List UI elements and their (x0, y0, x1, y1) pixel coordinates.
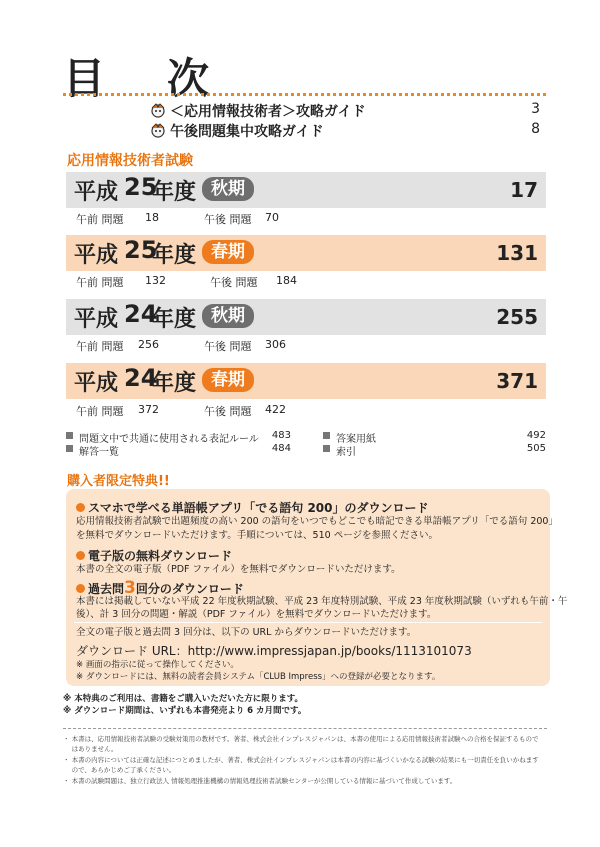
title-divider (63, 93, 546, 96)
exam-page: 17 (510, 178, 538, 202)
bonus-note: ※ ダウンロードには、無料の読者会員システム「CLUB Impress」への登録が必要となります。 (76, 672, 441, 682)
pm-page: 422 (265, 403, 286, 416)
am-page: 18 (145, 211, 159, 224)
bonus-item-title: スマホで学べる単語帳アプリ「でる語句 200」のダウンロード (76, 499, 429, 516)
misc-page: 492 (526, 430, 546, 441)
bonus-item-text: 後）、計 3 回分の問題・解説（PDF ファイル）を無料でダウンロードいただけます。 (76, 609, 437, 620)
exam-page: 255 (496, 305, 538, 329)
footer-rule (63, 728, 547, 729)
season-badge: 秋期 (202, 177, 254, 201)
download-url-link[interactable]: http://www.impressjapan.jp/books/1113101073 (187, 644, 472, 658)
am-page: 372 (138, 403, 159, 416)
exam-bar[interactable] (66, 299, 546, 335)
exam-bar[interactable] (66, 235, 546, 271)
mascot-icon (150, 102, 166, 118)
misc-label: 問題文中で共通に使用される表記ルール (79, 434, 259, 445)
bonus-box (66, 489, 568, 686)
misc-item[interactable] (66, 443, 291, 457)
exam-year: 24 (124, 364, 158, 392)
orange-dot-icon (76, 551, 85, 560)
exam-year: 24 (124, 300, 158, 328)
bonus-item-text: 応用情報技術者試験で出題頻度の高い 200 の語句をいつでもどこでも暗記できる単語帳アプリ「でる語句 200」 (76, 516, 558, 527)
pm-label[interactable]: 午後 問題 (204, 405, 252, 418)
pm-page: 306 (265, 338, 286, 351)
am-label[interactable]: 午前 問題 (76, 405, 124, 418)
orange-dot-icon (76, 503, 85, 512)
misc-label: 答案用紙 (336, 434, 376, 445)
square-bullet-icon (323, 445, 330, 452)
exam-page: 131 (496, 241, 538, 265)
exam-degree: 年度 (152, 371, 197, 396)
season-badge: 秋期 (202, 304, 254, 328)
bonus-item-text: を無料でダウンロードいただけます。手順については、510 ページを参照ください。 (76, 530, 439, 541)
bonus-item-title: 電子版の無料ダウンロード (76, 547, 232, 564)
pm-label[interactable]: 午後 問題 (204, 340, 252, 353)
exam-era: 平成 (74, 371, 119, 396)
am-label[interactable]: 午前 問題 (76, 213, 124, 226)
square-bullet-icon (66, 432, 73, 439)
exam-year: 25 (124, 173, 158, 201)
am-page: 132 (145, 274, 166, 287)
season-badge: 春期 (202, 368, 254, 392)
misc-page: 505 (526, 443, 546, 454)
exam-era: 平成 (74, 307, 119, 332)
bonus-item-title: 過去問3回分のダウンロード (76, 578, 244, 598)
intro-item[interactable] (150, 121, 540, 141)
misc-item[interactable] (66, 430, 291, 444)
pm-label[interactable]: 午後 問題 (204, 213, 252, 226)
exam-degree: 年度 (152, 307, 197, 332)
footnote: ※ 本特典のご利用は、書籍をご購入いただいた方に限ります。 (63, 694, 304, 704)
intro-page: 8 (531, 121, 540, 137)
exam-era: 平成 (74, 243, 119, 268)
intro-page: 3 (531, 101, 540, 117)
download-url[interactable]: ダウンロード URL：http://www.impressjapan.jp/books/1113101073 (76, 644, 472, 658)
am-page: 256 (138, 338, 159, 351)
season-badge: 春期 (202, 240, 254, 264)
url-intro: 全文の電子版と過去問 3 回分は、以下の URL からダウンロードいただけます。 (76, 627, 417, 638)
toc-title: 目 次 (63, 54, 220, 103)
disclaimer-line: ・ 本書の試験問題は、独立行政法人 情報処理推進機構の情報処理技術者試験センターが公開している情報に基づいて作成しています。 (63, 777, 457, 785)
footnote: ※ ダウンロード期間は、いずれも本書発売より 6 カ月間です。 (63, 706, 307, 716)
misc-item[interactable] (323, 430, 546, 444)
am-label[interactable]: 午前 問題 (76, 340, 124, 353)
exam-bar[interactable] (66, 172, 546, 208)
disclaimer-line: ので、あらかじめご了承ください。 (63, 766, 176, 774)
misc-page: 484 (271, 443, 291, 454)
misc-label: 索引 (336, 447, 356, 458)
bonus-heading: 購入者限定特典!! (67, 474, 170, 489)
square-bullet-icon (66, 445, 73, 452)
exam-era: 平成 (74, 180, 119, 205)
section-heading: 応用情報技術者試験 (67, 153, 193, 169)
exam-year: 25 (124, 236, 158, 264)
bonus-item-text: 本書には掲載していない平成 22 年度秋期試験、平成 23 年度特別試験、平成 23 年度秋期試験（いずれも午前・午 (76, 596, 568, 607)
disclaimer-line: ・ 本書の内容については正確な記述につとめましたが、著者、株式会社インプレスジャパンは本書の内容に基づくいかなる試験の結果にも一切責任を負いかねます (63, 756, 539, 764)
intro-label: ＜応用情報技術者＞攻略ガイド (170, 104, 366, 120)
bonus-note: ※ 画面の指示に従って操作してください。 (76, 660, 239, 670)
am-label[interactable]: 午前 問題 (76, 276, 124, 289)
exam-degree: 年度 (152, 180, 197, 205)
disclaimer-line: はありません。 (63, 745, 118, 753)
square-bullet-icon (323, 432, 330, 439)
mascot-icon (150, 122, 166, 138)
orange-dot-icon (76, 584, 85, 593)
pm-label[interactable]: 午後 問題 (210, 276, 258, 289)
pm-page: 184 (276, 274, 297, 287)
misc-page: 483 (271, 430, 291, 441)
intro-item[interactable] (150, 101, 540, 121)
misc-item[interactable] (323, 443, 546, 457)
exam-degree: 年度 (152, 243, 197, 268)
bonus-divider (74, 622, 542, 623)
pm-page: 70 (265, 211, 279, 224)
misc-label: 解答一覧 (79, 447, 119, 458)
exam-page: 371 (496, 369, 538, 393)
disclaimer-line: ・ 本書は、応用情報技術者試験の受験対策用の教材です。著者、株式会社インプレスジャパンは、本書の使用による応用情報技術者試験への合格を保証するもので (63, 735, 539, 743)
intro-label: 午後問題集中攻略ガイド (170, 124, 324, 140)
bonus-item-text: 本書の全文の電子版（PDF ファイル）を無料でダウンロードいただけます。 (76, 564, 401, 575)
exam-bar[interactable] (66, 363, 546, 399)
